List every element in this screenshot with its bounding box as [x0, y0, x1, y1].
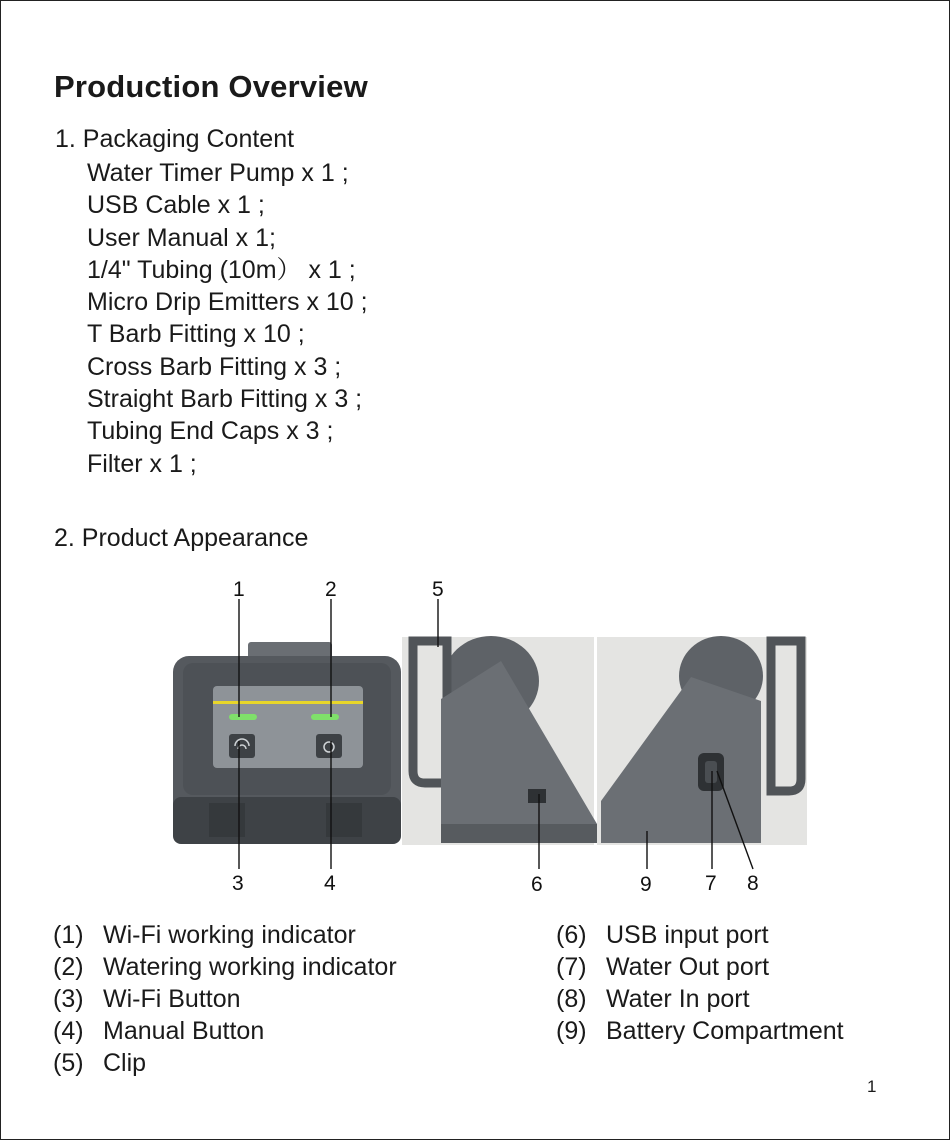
legend-item: [53, 951, 397, 983]
legend-left: [53, 919, 397, 1079]
legend-right: [556, 919, 844, 1047]
list-item: User Manual x 1;: [87, 223, 276, 252]
legend-item: [556, 1015, 844, 1047]
list-item: 1/4" Tubing (10m） x 1 ;: [87, 255, 356, 284]
list-item: Straight Barb Fitting x 3 ;: [87, 385, 363, 414]
legend-item: [53, 1015, 397, 1047]
wifi-button-shape: [229, 734, 255, 758]
callout-3: 3: [232, 872, 244, 895]
callout-5: 5: [432, 578, 444, 601]
list-item: Filter x 1 ;: [87, 449, 197, 478]
legend-label: Wi-Fi Button: [103, 985, 241, 1013]
callout-4: 4: [324, 872, 336, 895]
legend-item: [53, 919, 397, 951]
list-item: Tubing End Caps x 3 ;: [87, 417, 334, 446]
section-packaging-heading: 1. Packaging Content: [55, 125, 295, 153]
device-front-photo: [173, 642, 401, 844]
legend-item: [53, 983, 397, 1015]
device-side-left-photo: [402, 636, 597, 845]
callout-1: 1: [233, 578, 245, 601]
legend-label: USB input port: [606, 921, 769, 949]
legend-label: Manual Button: [103, 1017, 265, 1045]
page-number: 1: [867, 1077, 877, 1096]
list-item: Cross Barb Fitting x 3 ;: [87, 352, 342, 381]
callout-9: 9: [640, 873, 652, 896]
legend-label: Wi-Fi working indicator: [103, 921, 356, 949]
legend-number: (5): [53, 1049, 84, 1077]
legend-number: (2): [53, 953, 84, 981]
legend-item: [53, 1047, 397, 1079]
callout-7: 7: [705, 872, 717, 895]
legend-item: [556, 951, 844, 983]
legend-label: Water Out port: [606, 953, 770, 981]
legend-label: Watering working indicator: [103, 953, 397, 981]
legend-number: (3): [53, 985, 84, 1013]
legend-number: (9): [556, 1017, 587, 1045]
legend-label: Battery Compartment: [606, 1017, 844, 1045]
callout-6: 6: [531, 873, 543, 896]
legend-number: (4): [53, 1017, 84, 1045]
list-item: Micro Drip Emitters x 10 ;: [87, 288, 368, 317]
callout-8: 8: [747, 872, 759, 895]
legend-number: (6): [556, 921, 587, 949]
device-side-right-photo: [597, 636, 807, 845]
legend-number: (1): [53, 921, 84, 949]
callout-2: 2: [325, 578, 337, 601]
manual-button-shape: [316, 734, 342, 758]
legend-number: (8): [556, 985, 587, 1013]
legend-label: Clip: [103, 1049, 147, 1077]
section-appearance-heading: 2. Product Appearance: [54, 524, 309, 552]
legend-item: [556, 983, 844, 1015]
page-title: Production Overview: [54, 69, 368, 104]
list-item: USB Cable x 1 ;: [87, 191, 265, 220]
list-item: Water Timer Pump x 1 ;: [87, 159, 349, 187]
legend-label: Water In port: [606, 985, 750, 1013]
legend-number: (7): [556, 953, 587, 981]
legend-item: [556, 919, 844, 951]
list-item: T Barb Fitting x 10 ;: [87, 320, 305, 349]
